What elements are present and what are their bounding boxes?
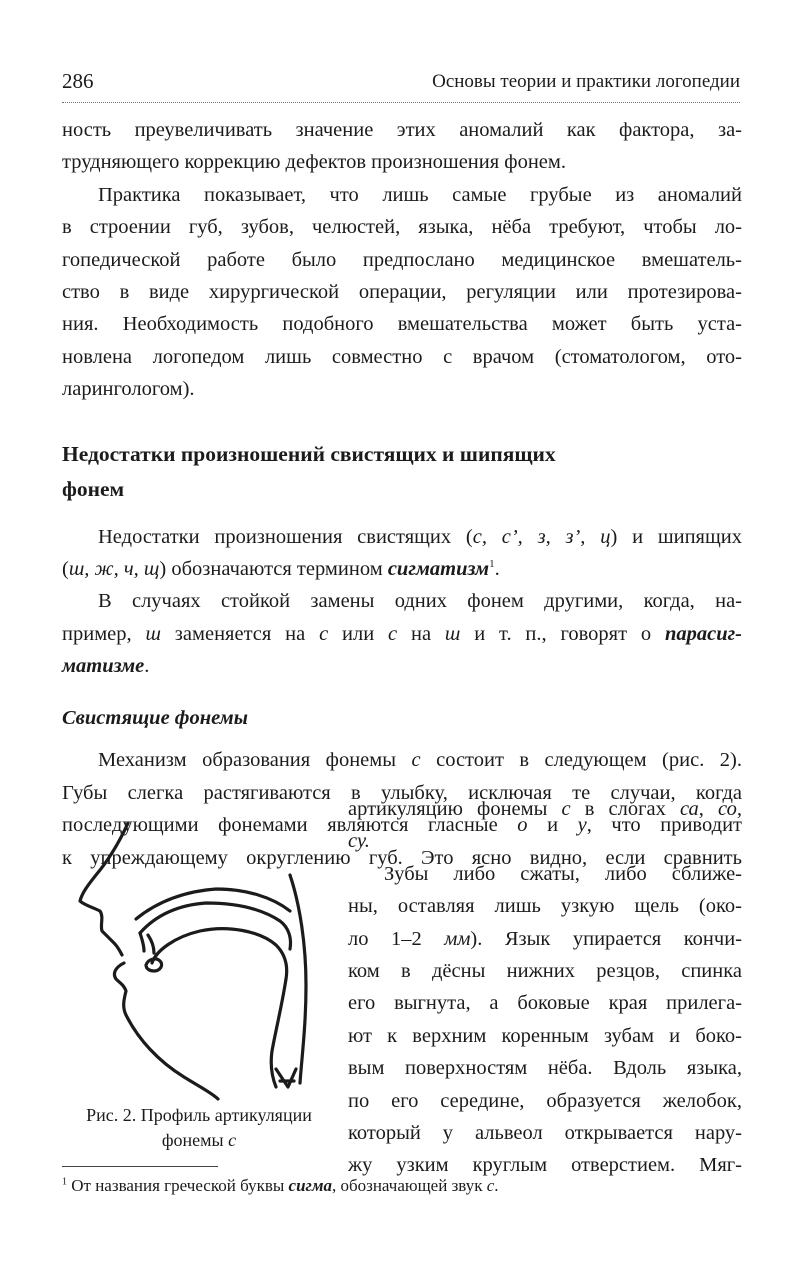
text-line: артикуляцию фонемы с в слогах са, со,	[348, 798, 742, 820]
main-text	[62, 114, 742, 874]
text-line: ния. Необходимость подобного вмешательства может быть уста-	[62, 313, 742, 336]
section-heading: фонем	[62, 476, 125, 501]
articulation-figure	[66, 815, 336, 1120]
text-line: (ш, ж, ч, щ) обозначаются термином сигматизм$^1$.	[62, 557, 500, 580]
wrapped-text-column	[348, 793, 742, 1182]
text-line: в строении губ, зубов, челюстей, языка, нёба требуют, чтобы ло-	[62, 216, 742, 239]
articulation-profile-drawing	[66, 815, 336, 1105]
text-line: Механизм образования фонемы с состоит в следующем (рис. 2).	[98, 749, 742, 772]
footnote-ref: 1	[489, 558, 495, 571]
text-line: матизме.	[62, 655, 150, 678]
text-line: к упреждающему округлению губ. Это ясно видно, если сравнить	[62, 846, 742, 869]
text-line: ют к верхним коренным зубам и боко-	[348, 1024, 742, 1047]
text-line: ком в дёсны нижних резцов, спинка	[348, 959, 742, 982]
text-line: ны, оставляя лишь узкую щель (око-	[348, 895, 742, 918]
text-line: жу узким круглым отверстием. Мяг-	[348, 1154, 742, 1177]
text-line: су.	[348, 830, 370, 853]
text-line: новлена логопедом лишь совместно с врачом (стоматологом, ото-	[62, 345, 742, 368]
text-line: по его середине, образуется желобок,	[348, 1089, 742, 1112]
figure-caption: Рис. 2. Профиль артикуляции фонемы с	[86, 1105, 312, 1150]
text-line: Практика показывает, что лишь самые грубые из аномалий	[98, 183, 742, 206]
text-line: ность преувеличивать значение этих аномалий как фактора, за-	[62, 119, 742, 141]
page-number: 286	[62, 69, 94, 93]
footnote: $^1$ От названия греческой буквы сигма, обозначающей звук с.	[62, 1176, 499, 1195]
text-line: гопедической работе было предпослано медицинское вмешатель-	[62, 248, 742, 271]
text-line: последующими фонемами являются гласные о и у, что приводит	[62, 814, 742, 837]
text-line: Зубы либо сжаты, либо сближе-	[384, 862, 742, 885]
section-heading: Недостатки произношений свистящих и шипящих	[62, 441, 556, 466]
text-line: трудняющего коррекцию дефектов произношения фонем.	[62, 151, 566, 174]
page-header	[62, 66, 740, 103]
text-line: ство в виде хирургической операции, регуляции или протезирова-	[62, 280, 742, 303]
text-line: Недостатки произношения свистящих (с, с’, з, з’, ц) и шипящих	[98, 525, 742, 548]
footnote-divider	[62, 1166, 218, 1167]
running-title: Основы теории и практики логопедии	[432, 71, 740, 92]
text-line: В случаях стойкой замены одних фонем другими, когда, на-	[98, 590, 742, 613]
text-line: ларингологом).	[62, 378, 195, 401]
text-line: Губы слегка растягиваются в улыбку, исключая те случаи, когда	[62, 781, 742, 804]
text-line: его выгнута, а боковые края прилега-	[348, 992, 742, 1015]
text-line: ло 1–2 мм). Язык упирается кончи-	[348, 927, 742, 950]
text-line: пример, ш заменяется на с или с на ш и т. п., говорят о парасиг-	[62, 622, 743, 645]
text-line: вым поверхностям нёба. Вдоль языка,	[348, 1057, 742, 1080]
text-line: который у альвеол открывается нару-	[348, 1121, 742, 1144]
subsection-heading: Свистящие фонемы	[62, 707, 248, 730]
